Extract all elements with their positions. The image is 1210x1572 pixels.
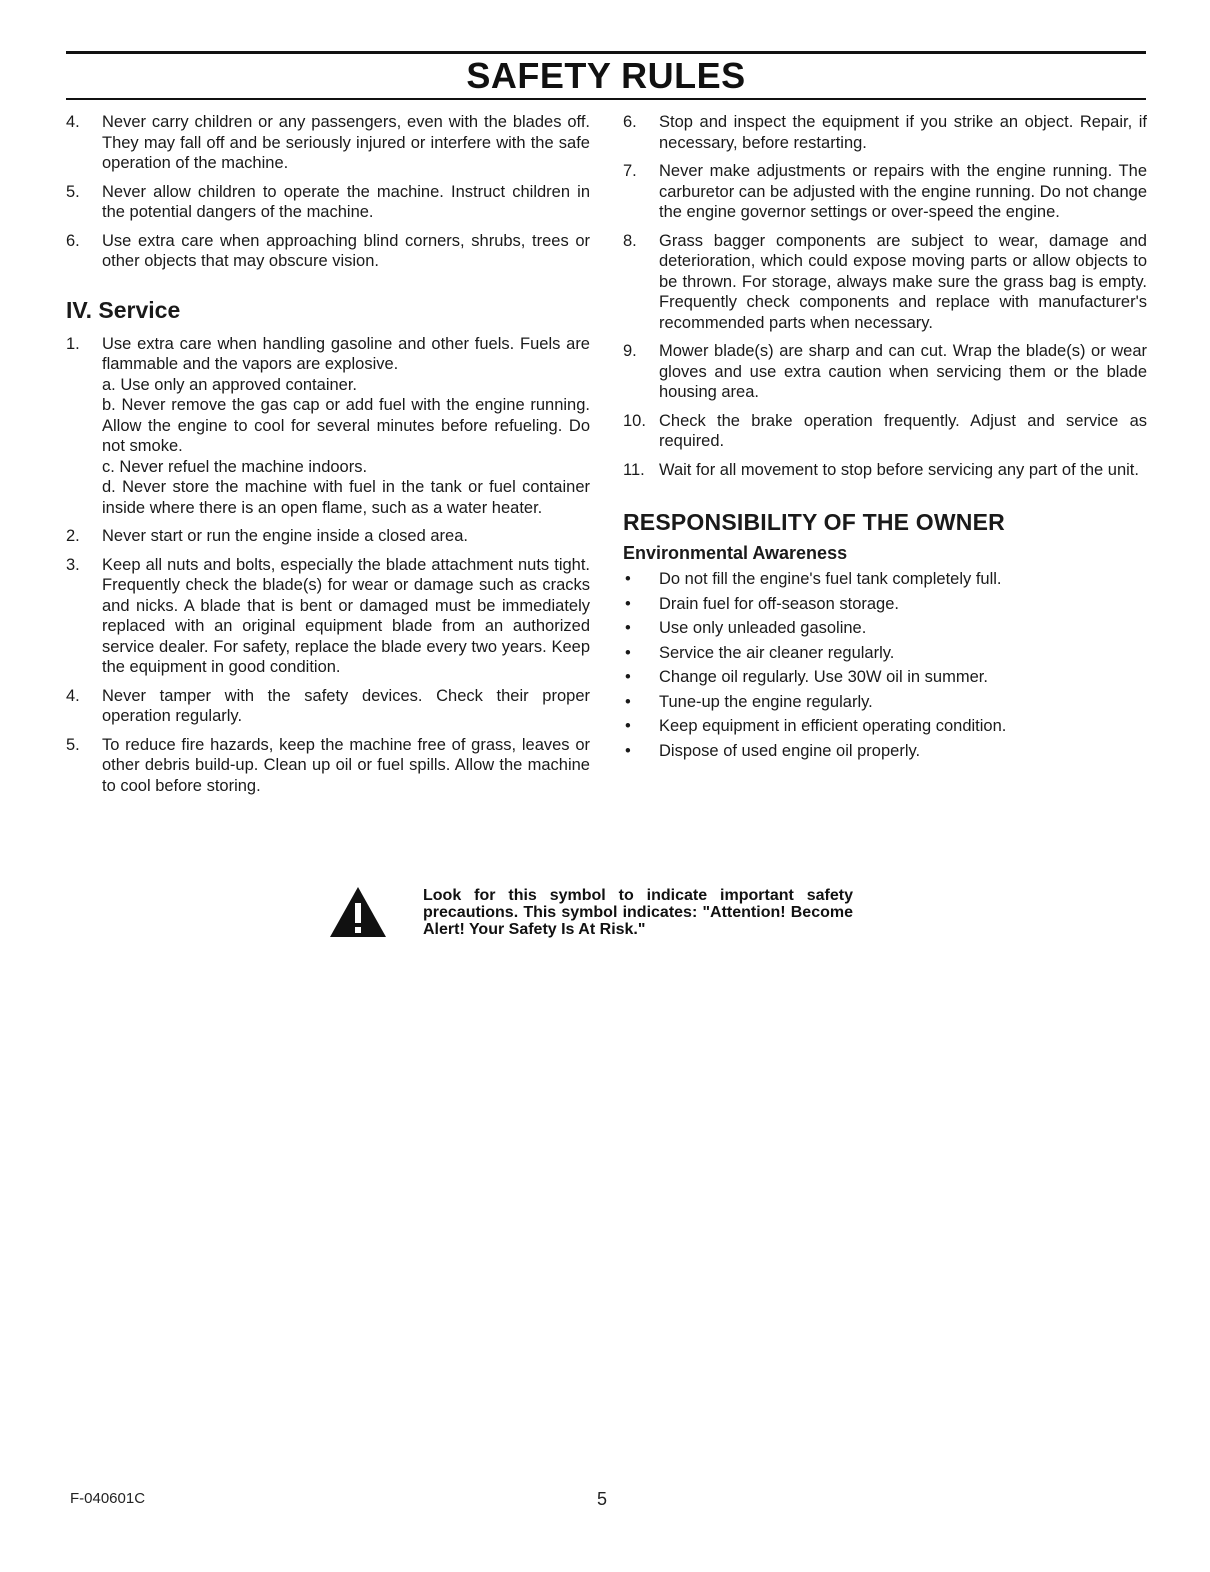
item-text: Wait for all movement to stop before servicing any part of the unit. <box>659 460 1139 479</box>
bullet-text: Use only unleaded gasoline. <box>659 619 867 637</box>
bullet-item <box>623 716 1147 737</box>
item-number: 2. <box>66 527 80 545</box>
list-item <box>66 735 590 797</box>
sub-item-d: d. Never store the machine with fuel in the tank or fuel container inside where there is an open flame, such as a water heater. <box>102 478 590 517</box>
bullet-item <box>623 569 1147 590</box>
sub-item-b: b. Never remove the gas cap or add fuel with the engine running. Allow the engine to cool for several minutes before refueling. Do not smoke. <box>102 396 590 455</box>
item-text: To reduce fire hazards, keep the machine free of grass, leaves or other debris build-up. Clean up oil or fuel spills. Allow the machine to cool before storing. <box>102 735 590 795</box>
item-number: 1. <box>66 334 80 353</box>
sub-item-a: a. Use only an approved container. <box>102 375 358 394</box>
item-text <box>102 334 590 519</box>
page-title: SAFETY RULES <box>466 55 746 96</box>
bullet-text: Do not fill the engine's fuel tank completely full. <box>659 570 1002 588</box>
bullet-item <box>623 643 1147 664</box>
list-item <box>623 112 1147 153</box>
bullet-icon: • <box>625 570 631 588</box>
item-text: Never start or run the engine inside a closed area. <box>102 527 468 545</box>
item-text: Use extra care when approaching blind corners, shrubs, trees or other objects that may obscure vision. <box>102 231 590 270</box>
bullet-icon: • <box>625 594 631 613</box>
item-text: Never allow children to operate the machine. Instruct children in the potential dangers of the machine. <box>102 182 590 221</box>
bullet-icon: • <box>625 741 631 760</box>
list-item <box>623 411 1147 452</box>
bullet-icon: • <box>625 717 631 735</box>
bullet-item <box>623 594 1147 615</box>
bullet-icon: • <box>625 643 631 662</box>
page-number: 5 <box>597 1489 608 1509</box>
bullet-text: Keep equipment in efficient operating condition. <box>659 717 1007 735</box>
bullet-item <box>623 692 1147 713</box>
document-code: F-040601C <box>70 1490 146 1507</box>
list-item <box>623 161 1147 223</box>
service-heading: IV. Service <box>66 296 181 323</box>
item-number: 5. <box>66 182 80 201</box>
warning-triangle-icon <box>328 885 388 939</box>
item-number: 11. <box>623 460 645 479</box>
item-text: Never tamper with the safety devices. Check their proper operation regularly. <box>102 686 590 725</box>
notice-text: Look for this symbol to indicate important safety precautions. This symbol indicates: "Attention! Become Alert! Your Safety Is At Risk." <box>423 887 853 938</box>
item-number: 8. <box>623 231 637 250</box>
item-number: 6. <box>66 231 80 250</box>
list-item <box>623 231 1147 334</box>
sub-item-c: c. Never refuel the machine indoors. <box>102 457 368 476</box>
item-number: 6. <box>623 113 637 131</box>
environmental-subheading: Environmental Awareness <box>623 543 848 563</box>
bullet-text: Dispose of used engine oil properly. <box>659 741 921 760</box>
item-number: 10. <box>623 411 646 430</box>
item-number: 9. <box>623 342 637 360</box>
left-column <box>66 112 590 804</box>
list-item <box>66 334 590 519</box>
item-number: 4. <box>66 686 80 705</box>
list-item <box>66 526 590 547</box>
list-item <box>66 112 590 174</box>
bullet-text: Tune-up the engine regularly. <box>659 692 873 711</box>
list-item <box>66 182 590 223</box>
bullet-item <box>623 618 1147 639</box>
bullet-item <box>623 741 1147 762</box>
list-item <box>66 555 590 678</box>
item-text: Keep all nuts and bolts, especially the blade attachment nuts tight. Frequently check the blade(s) for wear or damage such as cracks and nicks. A blade that is bent or damaged must be immediately replaced with an original equipment blade from an authorized service dealer. For safety, replace the blade every two years. Keep the equipment in good condition. <box>102 555 590 676</box>
list-item <box>623 460 1147 481</box>
item-number: 5. <box>66 735 80 754</box>
item-number: 3. <box>66 555 80 574</box>
responsibility-heading: RESPONSIBILITY OF THE OWNER <box>623 509 1005 535</box>
item-text: Never make adjustments or repairs with the engine running. The carburetor can be adjusted with the engine running. Do not change the engine governor settings or over-speed the engine. <box>659 162 1147 221</box>
bullet-text: Change oil regularly. Use 30W oil in summer. <box>659 668 988 686</box>
list-item <box>66 231 590 272</box>
item-main-text: Use extra care when handling gasoline and other fuels. Fuels are flammable and the vapors are explosive. <box>102 334 590 373</box>
bullet-text: Drain fuel for off-season storage. <box>659 594 899 613</box>
bullet-icon: • <box>625 619 631 637</box>
item-text: Grass bagger components are subject to wear, damage and deterioration, which could expose moving parts or allow objects to be thrown. For storage, always make sure the grass bag is empty. Frequently check components and replace with manufacturer's recommended parts when necessary. <box>659 231 1147 332</box>
item-text: Stop and inspect the equipment if you strike an object. Repair, if necessary, before restarting. <box>659 113 1147 152</box>
list-item <box>623 341 1147 403</box>
bullet-icon: • <box>625 668 631 686</box>
safety-notice <box>328 885 888 945</box>
right-column <box>623 112 1147 765</box>
item-text: Mower blade(s) are sharp and can cut. Wrap the blade(s) or wear gloves and use extra caution when servicing them or the blade housing area. <box>659 342 1147 401</box>
list-item <box>66 686 590 727</box>
item-text: Check the brake operation frequently. Adjust and service as required. <box>659 411 1147 450</box>
item-text: Never carry children or any passengers, even with the blades off. They may fall off and be seriously injured or interfere with the safe operation of the machine. <box>102 113 590 172</box>
bullet-icon: • <box>625 692 631 711</box>
bullet-text: Service the air cleaner regularly. <box>659 643 895 662</box>
item-number: 4. <box>66 113 80 131</box>
bullet-item <box>623 667 1147 688</box>
title-rule-bottom <box>66 98 1146 100</box>
item-number: 7. <box>623 162 637 180</box>
